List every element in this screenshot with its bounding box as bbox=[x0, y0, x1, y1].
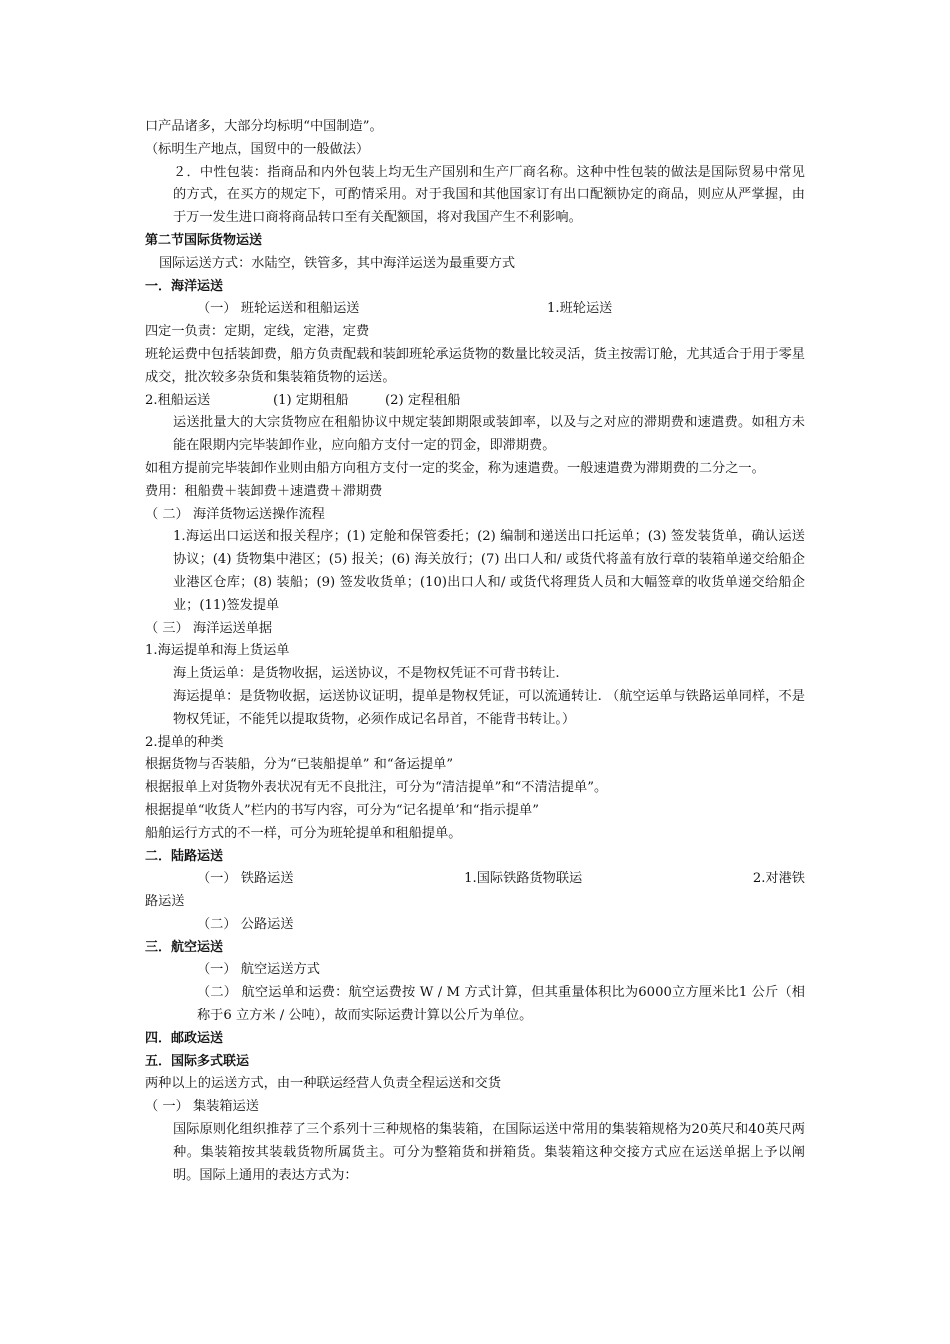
subheading-liner: 1.班轮运送 bbox=[547, 301, 613, 317]
rail-row bbox=[145, 868, 805, 891]
rail-hk: 2.对港铁 bbox=[752, 871, 805, 887]
charter-row bbox=[145, 390, 805, 413]
text-line: （标明生产地点，国贸中的一般做法） bbox=[145, 141, 370, 157]
text-line: 根据报单上对货物外表状况有无不良批注，可分为“清洁提单”和“不清洁提单”。 bbox=[145, 780, 608, 796]
subheading-row bbox=[145, 298, 805, 321]
text-line: 费用：租船费＋装卸费＋速遣费＋滞期费 bbox=[145, 483, 383, 499]
voyage-charter: (2) 定程租船 bbox=[385, 392, 461, 408]
text-line: 路运送 bbox=[145, 894, 185, 910]
rail-intl: 1.国际铁路货物联运 bbox=[464, 871, 583, 887]
paragraph-export-procedure: 1.海运出口运送和报关程序；(1) 定舱和保管委托；(2) 编制和递送出口托运单；(3) 签发装货单，确认运送协议；(4) 货物集中港区；(5) 报关；(6) 海关放行；(7) 出口人和/ 或货代将盖有放行章的装箱单递交给船企业港区仓库；(8) 装船；(9) 签发收货单；(10)出口人和/ 或货代将理货人员和大幅签章的收货单递交给船企业；(11)签发提单 bbox=[173, 529, 805, 613]
text-line: 1.海运提单和海上货运单 bbox=[145, 643, 290, 659]
text-line: 海上货运单：是货物收据，运送协议，不是物权凭证不可背书转让. bbox=[173, 666, 560, 682]
subheading-liner-charter: （一） 班轮运送和租船运送 bbox=[197, 301, 360, 317]
paragraph-neutral-packaging: ２．中性包装：指商品和内外包装上均无生产国别和生产厂商名称。这种中性包装的做法是国际贸易中常见的方式，在买方的规定下，可酌情采用。对于我国和其他国家订有出口配额协定的商品，则应从严掌握，由于万一发生进口商将商品转口至有关配额国，将对我国产生不利影响。 bbox=[173, 164, 805, 226]
charter-label: 2.租船运送 bbox=[145, 392, 211, 408]
text-line: 根据货物与否装船，分为“已装船提单” 和“备运提单” bbox=[145, 757, 454, 773]
heading-multimodal: 五．国际多式联运 bbox=[145, 1053, 250, 1069]
paragraph-container: 国际原则化组织推荐了三个系列十三种规格的集装箱，在国际运送中常用的集装箱规格为20英尺和40英尺两种。集装箱按其装载货物所属货主。可分为整箱货和拼箱货。集装箱这种交接方式应在运送单据上予以阐明。国际上通用的表达方式为： bbox=[173, 1122, 805, 1183]
text-line: 根据提单“收货人”栏内的书写内容，可分为“记名提单’和“指示提单” bbox=[145, 802, 539, 818]
heading-ocean-transport: 一．海洋运送 bbox=[145, 278, 224, 294]
subheading-rail: （一） 铁路运送 bbox=[197, 871, 294, 887]
paragraph-demurrage: 运送批量大的大宗货物应在租船协议中规定装卸期限或装卸率，以及与之对应的滞期费和速遣费。如租方未能在限期内完毕装卸作业，应向船方支付一定的罚金，即滞期费。 bbox=[173, 415, 805, 454]
text-line: 四定一负责：定期，定线，定港，定费 bbox=[145, 324, 370, 340]
subheading-air: （一） 航空运送方式 bbox=[197, 962, 320, 978]
heading-land-transport: 二．陆路运送 bbox=[145, 848, 224, 864]
text-line: 国际运送方式：水陆空，铁管多，其中海洋运送为最重要方式 bbox=[159, 255, 516, 271]
paragraph-bill-of-lading: 海运提单：是货物收据，运送协议证明，提单是物权凭证，可以流通转让. （航空运单与铁路运单同样，不是物权凭证，不能凭以提取货物，必须作成记名昂首，不能背书转让。） bbox=[173, 688, 805, 727]
text-line: 2.提单的种类 bbox=[145, 734, 224, 750]
document-page bbox=[145, 116, 805, 1187]
section-heading: 第二节国际货物运送 bbox=[145, 232, 263, 248]
subheading-container: （ 一） 集装箱运送 bbox=[145, 1099, 259, 1115]
text-line: 船舶运行方式的不一样，可分为班轮提单和租船提单。 bbox=[145, 825, 462, 841]
subheading: （ 二） 海洋货物运送操作流程 bbox=[145, 506, 325, 522]
heading-postal: 四．邮政运送 bbox=[145, 1030, 224, 1046]
subheading: （ 三） 海洋运送单据 bbox=[145, 620, 273, 636]
text-line: 口产品诸多，大部分均标明“中国制造”。 bbox=[145, 119, 383, 134]
heading-air-transport: 三．航空运送 bbox=[145, 939, 224, 955]
time-charter: (1) 定期租船 bbox=[273, 392, 349, 408]
paragraph-liner-freight: 班轮运费中包括装卸费，船方负责配载和装卸班轮承运货物的数量比较灵活，货主按需订舱，尤其适合于用于零星成交，批次较多杂货和集装箱货物的运送。 bbox=[145, 346, 805, 385]
paragraph-air-freight: （二） 航空运单和运费：航空运费按 W / M 方式计算，但其重量体积比为6000立方厘米比1 公斤（相称于6 立方米 / 公吨），故而实际运费计算以公斤为单位。 bbox=[197, 985, 805, 1024]
paragraph-despatch: 如租方提前完毕装卸作业则由船方向租方支付一定的奖金，称为速遣费。一般速遣费为滞期费的二分之一。 bbox=[145, 460, 765, 476]
subheading-road: （二） 公路运送 bbox=[197, 916, 294, 932]
text-line: 两种以上的运送方式，由一种联运经营人负责全程运送和交货 bbox=[145, 1076, 502, 1092]
